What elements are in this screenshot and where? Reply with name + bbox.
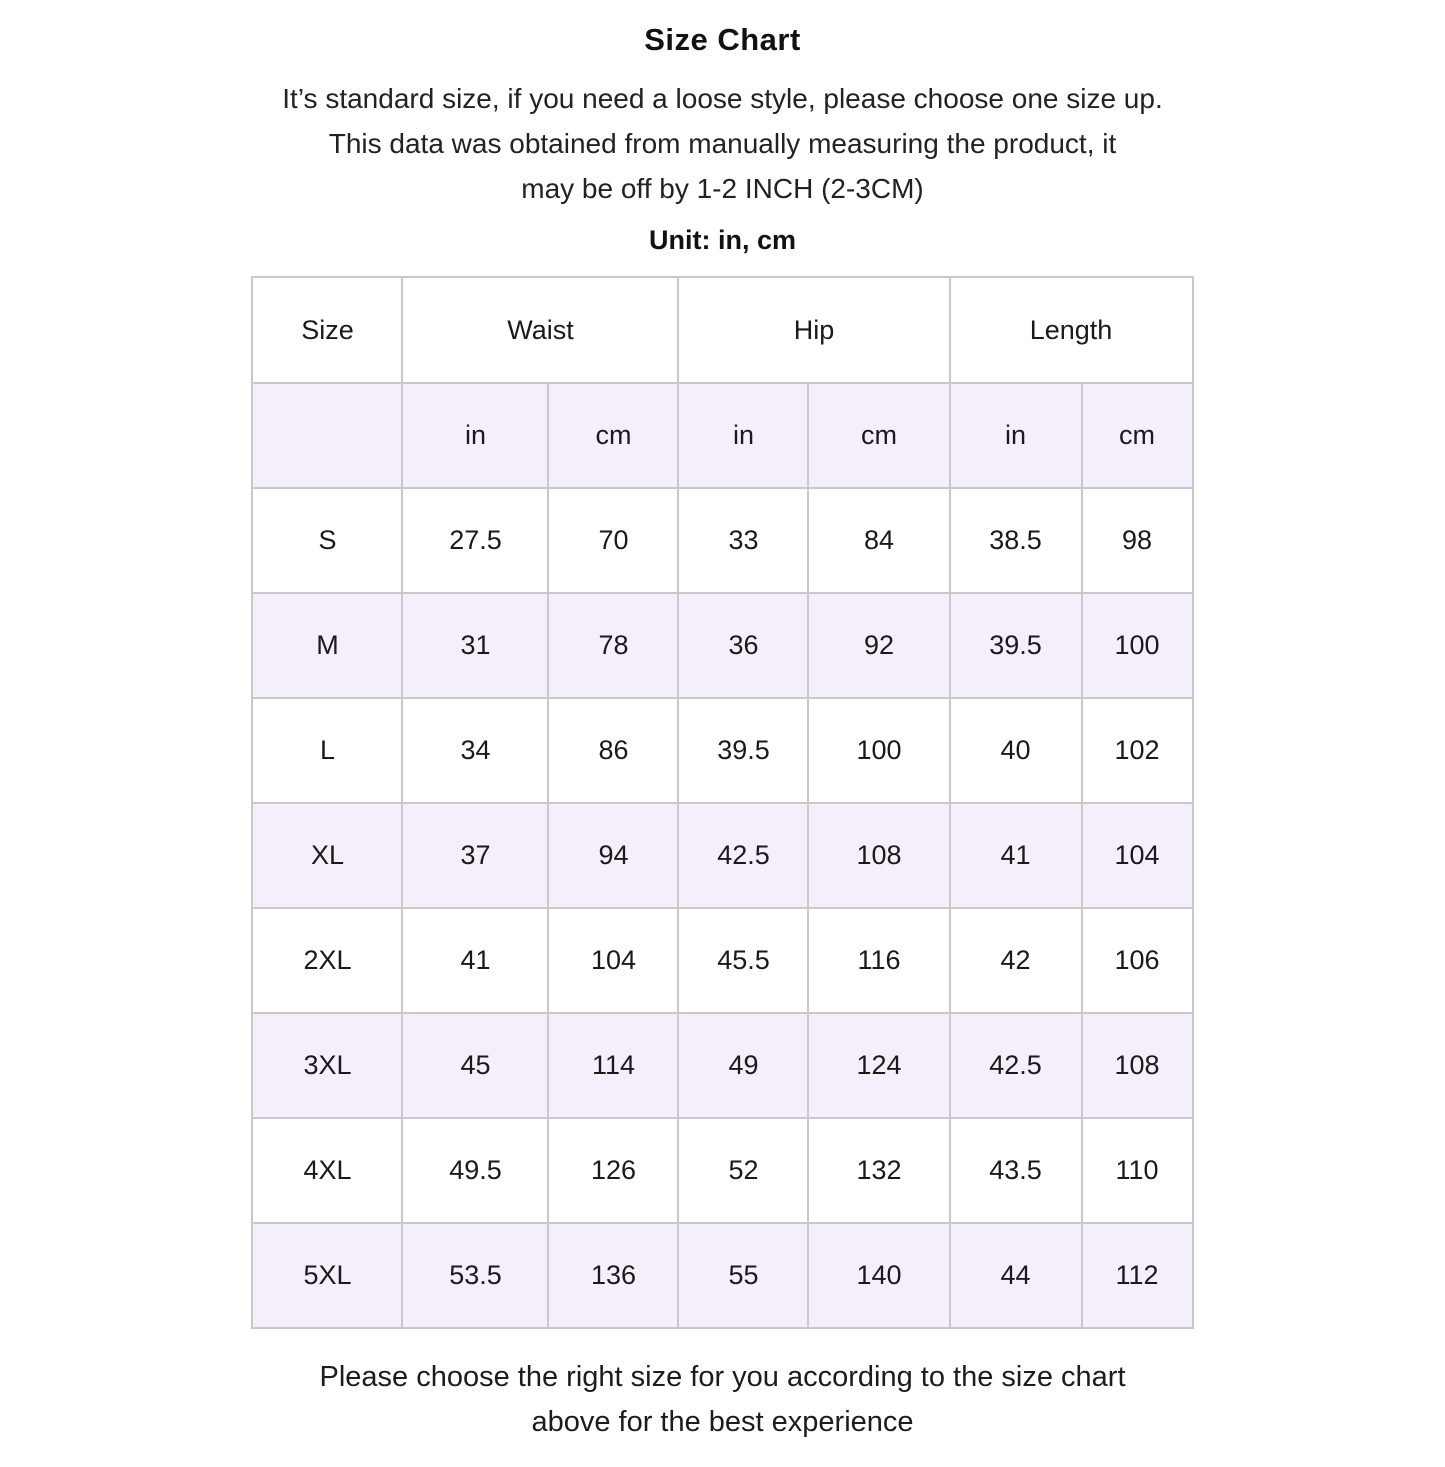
table-row (252, 1223, 1192, 1328)
value-cell: 39.5 (950, 593, 1082, 698)
size-cell: M (252, 593, 402, 698)
size-cell: 3XL (252, 1013, 402, 1118)
size-cell: 5XL (252, 1223, 402, 1328)
table-header-row (252, 277, 1192, 383)
value-cell: 49.5 (402, 1118, 548, 1223)
table-row (252, 1013, 1192, 1118)
size-cell: L (252, 698, 402, 803)
col-header-length: Length (950, 277, 1193, 383)
unit-cell-hip-cm: cm (808, 383, 949, 488)
footer-line-1: Please choose the right size for you according to the size chart (319, 1361, 1126, 1393)
size-cell: XL (252, 803, 402, 908)
table-row (252, 698, 1192, 803)
size-cell: 4XL (252, 1118, 402, 1223)
value-cell: 104 (1082, 803, 1193, 908)
value-cell: 34 (402, 698, 548, 803)
intro-line-3: may be off by 1-2 INCH (2-3CM) (521, 173, 924, 204)
value-cell: 44 (950, 1223, 1082, 1328)
unit-cell-length-cm: cm (1082, 383, 1193, 488)
value-cell: 104 (548, 908, 678, 1013)
value-cell: 100 (1082, 593, 1193, 698)
value-cell: 36 (678, 593, 808, 698)
intro-text (93, 76, 1353, 211)
table-unit-row (252, 383, 1192, 488)
value-cell: 100 (808, 698, 949, 803)
size-cell: 2XL (252, 908, 402, 1013)
value-cell: 45 (402, 1013, 548, 1118)
value-cell: 31 (402, 593, 548, 698)
value-cell: 98 (1082, 488, 1193, 593)
unit-cell-waist-cm: cm (548, 383, 678, 488)
value-cell: 33 (678, 488, 808, 593)
unit-label: Unit: in, cm (649, 225, 796, 255)
value-cell: 136 (548, 1223, 678, 1328)
table-row (252, 488, 1192, 593)
value-cell: 49 (678, 1013, 808, 1118)
value-cell: 55 (678, 1223, 808, 1328)
col-header-size: Size (252, 277, 402, 383)
size-cell: S (252, 488, 402, 593)
value-cell: 108 (808, 803, 949, 908)
value-cell: 92 (808, 593, 949, 698)
value-cell: 132 (808, 1118, 949, 1223)
unit-cell-length-in: in (950, 383, 1082, 488)
value-cell: 39.5 (678, 698, 808, 803)
value-cell: 108 (1082, 1013, 1193, 1118)
value-cell: 52 (678, 1118, 808, 1223)
value-cell: 112 (1082, 1223, 1193, 1328)
unit-cell-hip-in: in (678, 383, 808, 488)
value-cell: 53.5 (402, 1223, 548, 1328)
value-cell: 37 (402, 803, 548, 908)
value-cell: 38.5 (950, 488, 1082, 593)
page-title: Size Chart (644, 22, 801, 57)
value-cell: 116 (808, 908, 949, 1013)
value-cell: 106 (1082, 908, 1193, 1013)
value-cell: 110 (1082, 1118, 1193, 1223)
value-cell: 70 (548, 488, 678, 593)
size-table (251, 276, 1193, 1329)
col-header-waist: Waist (402, 277, 678, 383)
value-cell: 86 (548, 698, 678, 803)
value-cell: 41 (402, 908, 548, 1013)
value-cell: 126 (548, 1118, 678, 1223)
value-cell: 94 (548, 803, 678, 908)
table-row (252, 1118, 1192, 1223)
col-header-hip: Hip (678, 277, 949, 383)
value-cell: 42 (950, 908, 1082, 1013)
table-row (252, 908, 1192, 1013)
value-cell: 78 (548, 593, 678, 698)
footer-line-2: above for the best experience (531, 1406, 914, 1438)
value-cell: 84 (808, 488, 949, 593)
value-cell: 140 (808, 1223, 949, 1328)
intro-line-2: This data was obtained from manually measuring the product, it (328, 128, 1117, 159)
value-cell: 45.5 (678, 908, 808, 1013)
value-cell: 114 (548, 1013, 678, 1118)
table-row (252, 803, 1192, 908)
size-chart-page (0, 22, 1445, 1467)
value-cell: 41 (950, 803, 1082, 908)
value-cell: 124 (808, 1013, 949, 1118)
value-cell: 40 (950, 698, 1082, 803)
value-cell: 27.5 (402, 488, 548, 593)
value-cell: 42.5 (678, 803, 808, 908)
footer-note (173, 1355, 1273, 1445)
unit-cell-waist-in: in (402, 383, 548, 488)
value-cell: 42.5 (950, 1013, 1082, 1118)
value-cell: 102 (1082, 698, 1193, 803)
unit-cell-blank (252, 383, 402, 488)
intro-line-1: It’s standard size, if you need a loose style, please choose one size up. (282, 83, 1163, 114)
value-cell: 43.5 (950, 1118, 1082, 1223)
table-row (252, 593, 1192, 698)
